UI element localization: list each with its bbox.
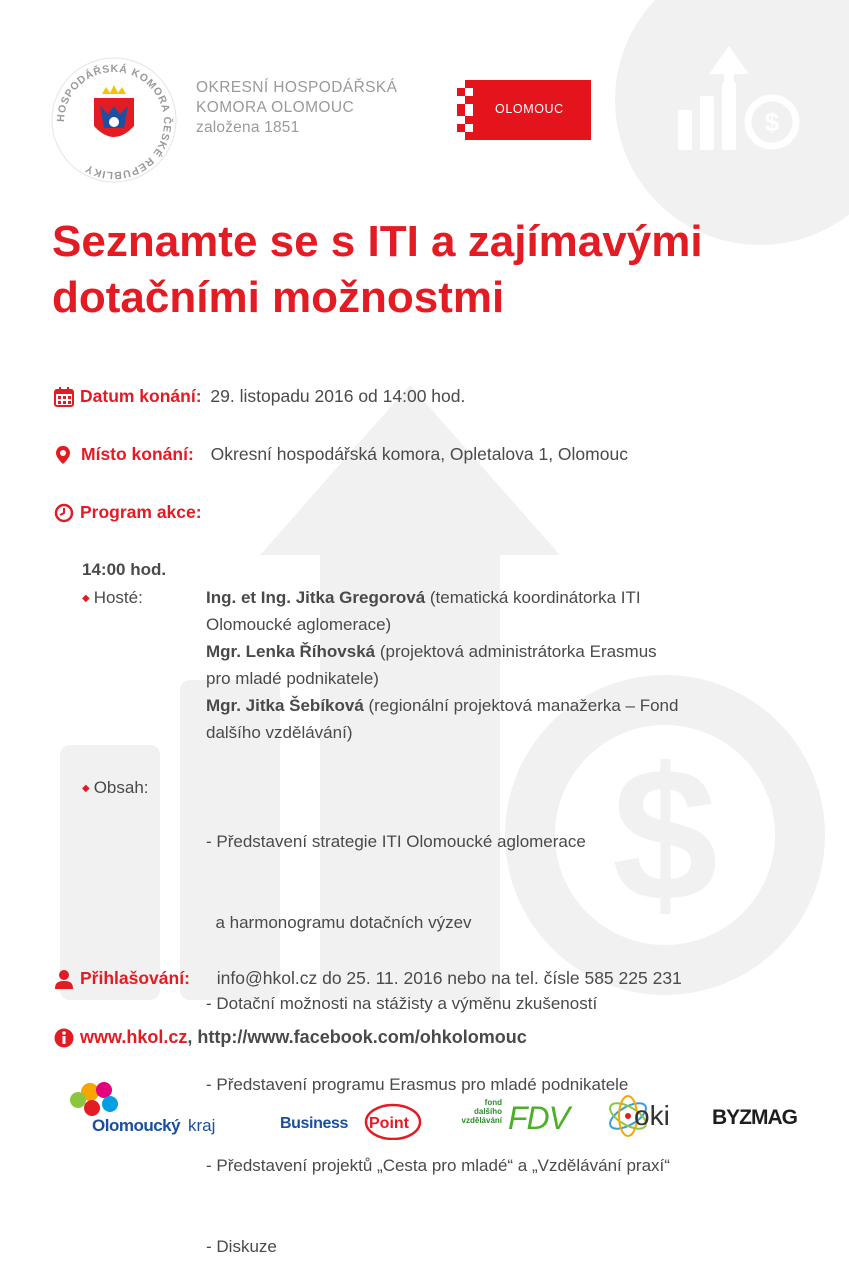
list-item: - Dotační možnosti na stážisty a výměnu zkušeností bbox=[206, 994, 598, 1013]
facebook-link[interactable]: http://www.facebook.com/ohkolomouc bbox=[197, 1027, 527, 1047]
list-item: Olomoucké aglomerace) bbox=[206, 615, 392, 634]
olomouc-city-logo bbox=[457, 80, 591, 140]
place-label: Místo konání: bbox=[81, 444, 194, 464]
list-item: Mgr. Jitka Šebíková (regionální projektová manažerka – Fond bbox=[206, 696, 679, 715]
program-time: 14:00 hod. bbox=[82, 560, 167, 579]
list-item: - Představení projektů „Cesta pro mladé“ a „Vzdělávání praxí“ bbox=[206, 1156, 670, 1175]
place-value: Okresní hospodářská komora, Opletalova 1, Olomouc bbox=[210, 444, 628, 464]
list-item: - Představení programu Erasmus pro mladé podnikatele bbox=[206, 1075, 629, 1094]
list-item: Ing. et Ing. Jitka Gregorová (tematická koordinátorka ITI bbox=[206, 588, 641, 607]
org-line-2: KOMORA OLOMOUC bbox=[196, 99, 355, 116]
registration-label: Přihlašování: bbox=[80, 968, 190, 988]
flower-icon bbox=[60, 1078, 130, 1118]
page-title bbox=[52, 214, 832, 326]
byzmag-logo: BYZMAG bbox=[712, 1106, 797, 1129]
organization-name bbox=[196, 78, 397, 138]
city-logo-text: OLOMOUC bbox=[495, 102, 564, 116]
list-item: - Diskuze bbox=[206, 1237, 277, 1256]
guest-list bbox=[206, 584, 678, 746]
list-item: dalšího vzdělávání) bbox=[206, 723, 353, 742]
list-item: pro mladé podnikatele) bbox=[206, 669, 379, 688]
calendar-icon bbox=[54, 387, 74, 407]
program-row bbox=[54, 502, 202, 523]
guests-label: ◆ Hosté: bbox=[82, 588, 143, 607]
place-row bbox=[54, 444, 628, 465]
list-item: Mgr. Lenka Říhovská (projektová administrátorka Erasmus bbox=[206, 642, 657, 661]
clock-icon bbox=[54, 503, 74, 523]
business-point-logo: Business Point bbox=[280, 1094, 430, 1140]
svg-text:$: $ bbox=[612, 729, 718, 941]
org-line-1: OKRESNÍ HOSPODÁŘSKÁ bbox=[196, 79, 398, 96]
bullet-icon: ◆ bbox=[82, 783, 90, 795]
content-label: ◆ Obsah: bbox=[82, 778, 149, 797]
seal-emblem bbox=[94, 85, 134, 137]
date-label: Datum konání: bbox=[80, 386, 202, 406]
svg-text:$: $ bbox=[764, 107, 780, 137]
org-founded: založena 1851 bbox=[196, 119, 300, 136]
olomoucky-kraj-logo: Olomoucký kraj bbox=[52, 1078, 248, 1140]
web-links bbox=[54, 1027, 527, 1048]
map-pin-icon bbox=[54, 445, 72, 465]
city-logo-pattern bbox=[457, 80, 487, 140]
bullet-icon: ◆ bbox=[82, 593, 90, 605]
list-item: a harmonogramu dotačních výzev bbox=[206, 913, 472, 932]
website-link[interactable]: www.hkol.cz bbox=[80, 1027, 188, 1047]
user-icon bbox=[54, 969, 74, 989]
oki-logo: oki bbox=[604, 1088, 688, 1140]
title-line-1: Seznamte se s ITI a zajímavými bbox=[52, 217, 703, 266]
registration-value: info@hkol.cz do 25. 11. 2016 nebo na tel. čísle 585 225 231 bbox=[216, 968, 682, 988]
date-row bbox=[54, 386, 465, 407]
title-line-2: dotačními možnostmi bbox=[52, 273, 505, 322]
fdv-logo: fond dalšího vzdělávání FDV bbox=[461, 1098, 569, 1136]
info-icon bbox=[54, 1028, 74, 1048]
registration-row bbox=[54, 968, 682, 989]
list-item: - Představení strategie ITI Olomoucké aglomerace bbox=[206, 832, 586, 851]
svg-text:HOSPODÁŘSKÁ KOMORA ČESKÉ REPUB: HOSPODÁŘSKÁ KOMORA ČESKÉ REPUBLIKY bbox=[54, 62, 174, 182]
chamber-seal-logo bbox=[44, 54, 184, 184]
link-separator: , bbox=[187, 1027, 198, 1047]
program-label: Program akce: bbox=[80, 502, 202, 522]
date-value: 29. listopadu 2016 od 14:00 hod. bbox=[210, 386, 466, 406]
